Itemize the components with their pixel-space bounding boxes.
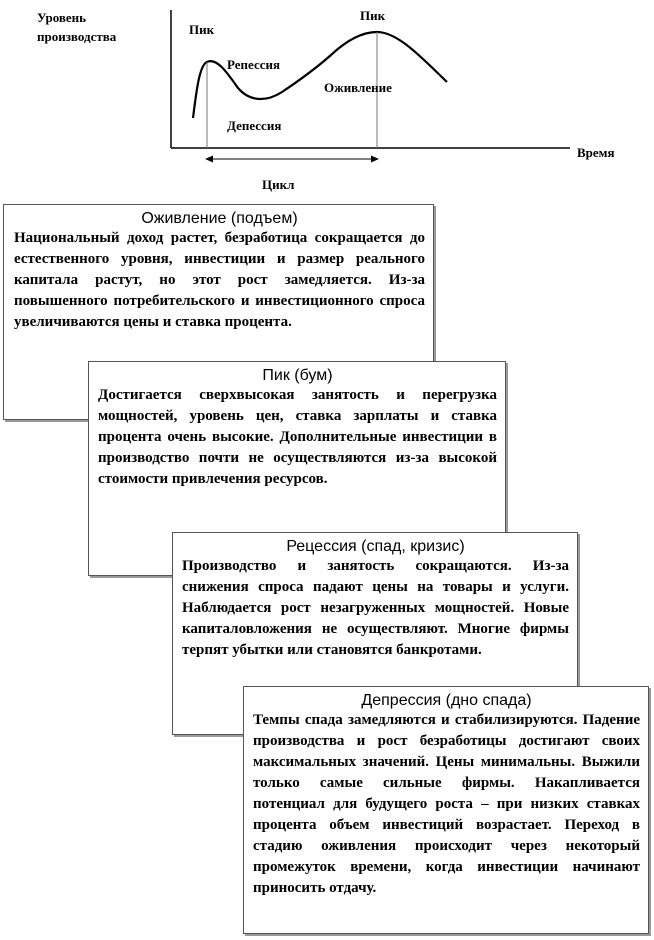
label-revival: Оживление	[324, 80, 392, 95]
card-depression	[243, 686, 649, 934]
cycle-arrow-right-head	[371, 156, 379, 163]
label-recession: Репессия	[227, 57, 281, 72]
card-revival-text: Национальный доход растет, безработица сокращается до естественного уровня, инвестиции и размер реального капитала растут, но этот рост замедляется. Из-за повышенного потребительского и инвестиционного спроса увеличиваются цены и ставка процента.	[14, 230, 425, 330]
card-peak-title: Пик (бум)	[262, 367, 333, 384]
label-cycle: Цикл	[262, 177, 295, 192]
label-peak-left: Пик	[189, 22, 215, 37]
cycle-curve	[193, 32, 447, 118]
card-depression-text: Темпы спада замедляются и стабилизируются. Падение производства и рост безработицы достигают своих максимальных значений. Цены минимальны. Выжили только самые сильные фирмы. Накапливается потенциал для будущего роста – при низких ставках процента объем инвестиций возрастает. Переход в стадию оживления происходит через некоторый промежуток времени, когда инвестиции начинают приносить отдачу.	[253, 712, 640, 896]
cycle-arrow-left-head	[205, 156, 213, 163]
x-axis-label: Время	[577, 145, 615, 160]
card-recession-title: Рецессия (спад, кризис)	[286, 538, 465, 555]
card-revival-title: Оживление (подъем)	[141, 210, 298, 227]
card-depression-title: Депрессия (дно спада)	[361, 692, 532, 709]
label-peak-right: Пик	[360, 8, 386, 23]
y-axis-label: Уровень производства	[37, 10, 117, 44]
card-recession-text: Производство и занятость сокращаются. Из-за снижения спроса падают цены на товары и услуги. Наблюдается рост незагруженных мощностей. Новые капиталовложения не осуществляют. Многие фирмы терпят убытки или становятся банкротами.	[182, 558, 569, 658]
card-peak-text: Достигается сверхвысокая занятость и перегрузка мощностей, уровень цен, ставка зарплаты и ставка процента очень высокие. Дополнительные инвестиции в производство почти не осуществляются из-за высокой стоимости привлечения ресурсов.	[98, 387, 497, 487]
label-depression: Депессия	[227, 118, 282, 133]
